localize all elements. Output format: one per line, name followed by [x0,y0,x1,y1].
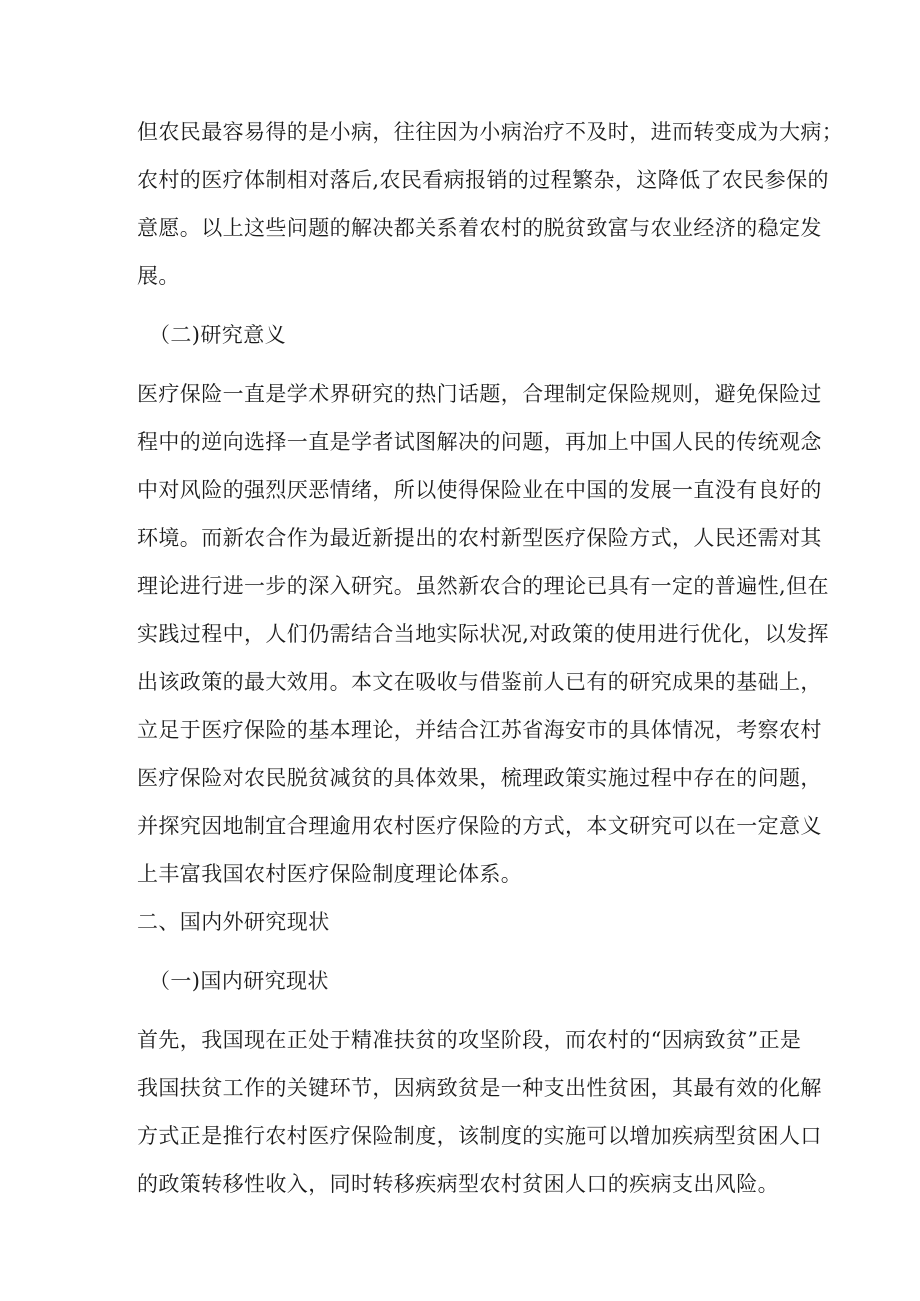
text-line: 中对风险的强烈厌恶情绪，所以使得保险业在中国的发展一直没有良好的 [137,478,822,502]
text-line: 医疗保险一直是学术界研究的热门话题，合理制定保险规则，避免保险过 [137,382,822,406]
text-line: 农村的医疗体制相对落后,农民看病报销的过程繁杂，这降低了农民参保的 [137,168,829,192]
text-line: 但农民最容易得的是小病，往往因为小病治疗不及时，进而转变成为大病； [137,120,844,144]
text-line: 出该政策的最大效用。本文在吸收与借鉴前人已有的研究成果的基础上， [137,670,822,694]
paragraph-significance [137,370,829,898]
heading-domestic-status: （一)国内研究现状 [149,969,329,993]
text-line: 医疗保险对农民脱贫减贫的具体效果，梳理政策实施过程中存在的问题， [137,766,822,790]
text-line: 并探究因地制宜合理逾用农村医疗保险的方式，本文研究可以在一定意义 [137,814,822,838]
text-line: 实践过程中，人们仍需结合当地实际状况,对政策的使用进行优化，以发挥 [137,622,829,646]
text-line: 展。 [137,264,180,288]
text-line: 上丰富我国农村医疗保险制度理论体系。 [137,862,523,886]
heading-research-significance: （二)研究意义 [149,323,286,347]
text-line: 方式正是推行农村医疗保险制度，该制度的实施可以增加疾病型贫困人口 [137,1124,822,1148]
heading-research-status: 二、国内外研究现状 [137,910,330,934]
text-line: 环境。而新农合作为最近新提出的农村新型医疗保险方式，人民还需对其 [137,526,822,550]
paragraph-domestic [137,1016,822,1208]
text-line: 的政策转移性收入，同时转移疾病型农村贫困人口的疾病支出风险。 [137,1172,779,1196]
paragraph-intro [137,108,844,300]
text-line: 程中的逆向选择一直是学者试图解决的问题，再加上中国人民的传统观念 [137,430,822,454]
text-line: 理论进行进一步的深入研究。虽然新农合的理论已具有一定的普遍性,但在 [137,574,829,598]
text-line: 我国扶贫工作的关键环节，因病致贫是一种支出性贫困，其最有效的化解 [137,1076,822,1100]
text-line: 首先，我国现在正处于精准扶贫的攻坚阶段，而农村的“因病致贫”正是 [137,1028,802,1052]
text-line: 立足于医疗保险的基本理论，并结合江苏省海安市的具体情况，考察农村 [137,718,822,742]
text-line: 意愿。以上这些问题的解决都关系着农村的脱贫致富与农业经济的稳定发 [137,216,822,240]
document-body [137,108,844,1208]
